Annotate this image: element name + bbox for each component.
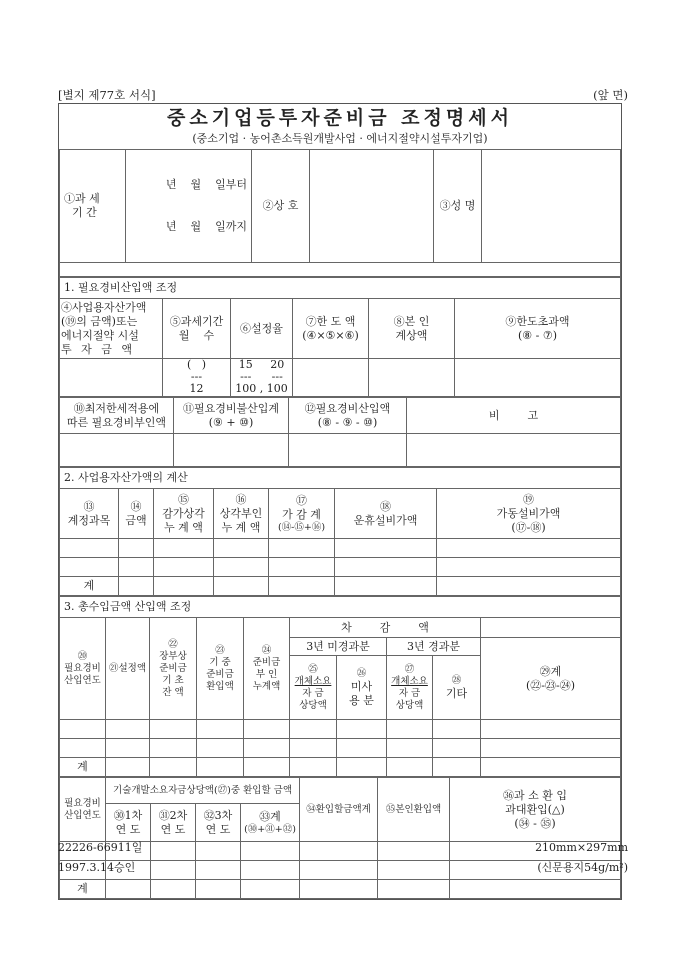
total-label: 계 xyxy=(60,880,106,899)
col19-header: ⑲ 가동설비가액 (⑰-⑱) xyxy=(437,489,621,539)
section3-title: 3. 총수입금액 산입액 조정 xyxy=(60,597,621,618)
over-3yr-header: 3년 경과분 xyxy=(387,638,481,656)
booked-field[interactable] xyxy=(369,359,455,397)
deductible-field[interactable] xyxy=(289,434,407,467)
total-label: 계 xyxy=(60,758,106,777)
excess-field[interactable] xyxy=(455,359,621,397)
col33-header: ㉝계 (㉚+㉛+㉜) xyxy=(241,804,300,842)
col5-header: ⑤과세기간 월 수 xyxy=(163,299,231,359)
col4-header: ④사업용자산가액 (⑲의 금액)또는 에너지절약 시설 투 자 금 액 xyxy=(60,299,163,359)
limit-field[interactable] xyxy=(293,359,369,397)
total-row xyxy=(60,758,621,777)
table-row xyxy=(60,720,621,739)
col26-header: ㉖ 미사 용 분 xyxy=(337,656,387,720)
col31-header: ㉛2차 연 도 xyxy=(151,804,196,842)
under-3yr-header: 3년 미경과분 xyxy=(290,638,387,656)
col35-header: ㉟본인환입액 xyxy=(378,778,450,842)
paper-type: (신문용지54g/m²) xyxy=(537,861,628,874)
section1b-table xyxy=(59,397,621,467)
col18-header: ⑱ 운휴설비가액 xyxy=(335,489,437,539)
col10-header: ⑩최저한세적용에 따른 필요경비부인액 xyxy=(60,398,174,434)
form-header xyxy=(58,87,628,103)
col14-header: ⑭ 금액 xyxy=(119,489,154,539)
non-deductible-field[interactable] xyxy=(174,434,289,467)
form-number: [별지 제77호 서식] xyxy=(58,88,156,102)
table-row xyxy=(60,558,621,577)
col36-header: ㊱과 소 환 입 과대환입(△) (㉞ - ㉟) xyxy=(450,778,621,842)
section2-table xyxy=(59,467,621,596)
col29-header: ㉙계 (㉒-㉓-㉔) xyxy=(481,638,621,720)
col23-header: ㉓ 기 중 준비금 환입액 xyxy=(197,618,244,720)
tech-dev-header: 기술개발소요자금상당액(㉗)중 환입할 금액 xyxy=(106,778,300,804)
col12-header: ⑫필요경비산입액 (⑧ - ⑨ - ⑩) xyxy=(289,398,407,434)
col25-header: ㉕ 개체소요 자 금 상당액 xyxy=(290,656,337,720)
col13-header: ⑬ 계정과목 xyxy=(60,489,119,539)
year-header: 필요경비 산입연도 xyxy=(60,778,106,842)
col34-header: ㉞환입할금액계 xyxy=(300,778,378,842)
total-row xyxy=(60,577,621,596)
spacer-row xyxy=(60,263,621,277)
col24-header: ㉔ 준비금 부 인 누계액 xyxy=(244,618,290,720)
rate-fraction[interactable]: 15 --- 100 , 20 --- 100 xyxy=(231,359,293,397)
page-side: (앞 면) xyxy=(593,88,628,102)
form-footer xyxy=(58,838,628,878)
document-subtitle: (중소기업 · 농어촌소득원개발사업 · 에너지절약시설투자기업) xyxy=(192,132,488,145)
col16-header: ⑯ 상각부인 누 계 액 xyxy=(214,489,269,539)
total-label: 계 xyxy=(60,577,119,596)
remarks-header: 비 고 xyxy=(407,398,621,434)
col11-header: ⑪필요경비불산입계 (⑨ + ⑩) xyxy=(174,398,289,434)
section1-table xyxy=(59,277,621,397)
table-row xyxy=(60,539,621,558)
col15-header: ⑮ 감가상각 누 계 액 xyxy=(154,489,214,539)
col30-header: ㉚1차 연 도 xyxy=(106,804,151,842)
title-block xyxy=(59,104,621,277)
months-fraction[interactable]: ( ) --- 12 xyxy=(163,359,231,397)
col6-header: ⑥설정율 xyxy=(231,299,293,359)
table-row xyxy=(60,739,621,758)
document-title: 중소기업등투자준비금 조정명세서 xyxy=(167,107,513,129)
col7-header: ⑦한 도 액 (④×⑤×⑥) xyxy=(293,299,369,359)
company-field[interactable] xyxy=(310,150,434,263)
col32-header: ㉜3차 연 도 xyxy=(196,804,241,842)
col22-header: ㉒ 장부상 준비금 기 초 잔 액 xyxy=(150,618,197,720)
paper-size: 210mm×297mm xyxy=(535,841,628,854)
company-label: ②상 호 xyxy=(252,150,310,263)
min-tax-field[interactable] xyxy=(60,434,174,467)
col27-header: ㉗ 개체소요 자 금 상당액 xyxy=(387,656,433,720)
col9-header: ⑨한도초과액 (⑧ - ⑦) xyxy=(455,299,621,359)
section3-table xyxy=(59,596,621,777)
asset-value-field[interactable] xyxy=(60,359,163,397)
section2-title: 2. 사업용자산가액의 계산 xyxy=(60,468,621,489)
col21-header: ㉑설정액 xyxy=(106,618,150,720)
col17-header: ⑰ 가 감 계 (⑭-⑮+⑯) xyxy=(269,489,335,539)
remarks-field[interactable] xyxy=(407,434,621,467)
period-field[interactable]: 년 월 일부터 년 월 일까지 xyxy=(126,150,252,263)
total-row xyxy=(60,880,621,899)
section1-title: 1. 필요경비산입액 조정 xyxy=(60,278,621,299)
period-label: ①과 세 기 간 xyxy=(60,150,126,263)
deduction-header: 차 감 액 xyxy=(290,618,481,638)
name-field[interactable] xyxy=(482,150,621,263)
col8-header: ⑧본 인 계상액 xyxy=(369,299,455,359)
approval-date: 1997.3.14승인 xyxy=(58,861,136,874)
form-code: 22226-66911일 xyxy=(58,841,143,854)
name-label: ③성 명 xyxy=(434,150,482,263)
col28-header: ㉘ 기타 xyxy=(433,656,481,720)
col20-header: ⑳ 필요경비 산입연도 xyxy=(60,618,106,720)
form-table xyxy=(58,103,622,900)
